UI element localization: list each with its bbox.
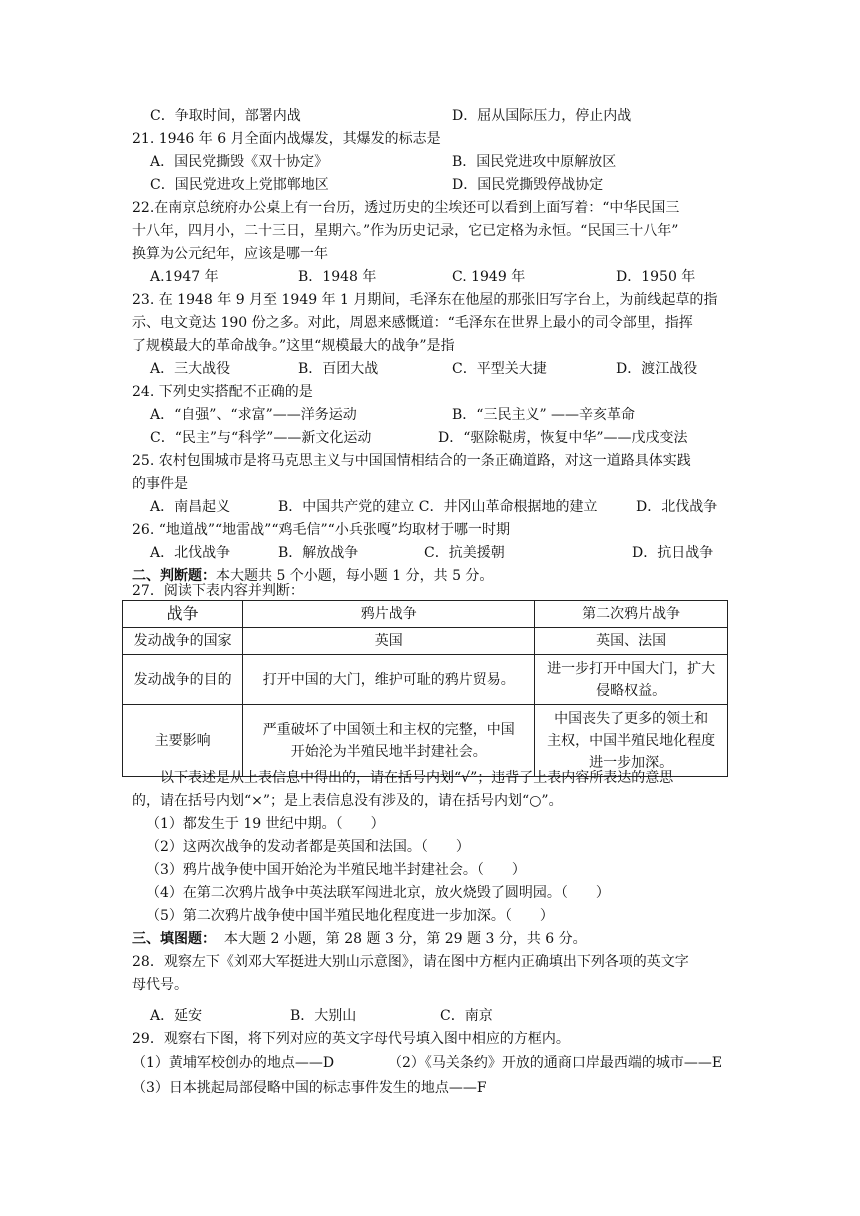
table-cell-line: 进一步加深。 <box>589 754 674 771</box>
q21-option-a: A．国民党撕毁《双十协定》 <box>150 154 329 170</box>
table-cell-line: 进一步打开中国大门，扩大 <box>547 660 716 677</box>
q25-option-d: D．北伐战争 <box>636 499 718 515</box>
q24-stem: 24. 下列史实搭配不正确的是 <box>132 384 313 400</box>
q26-option-b: B．解放战争 <box>278 545 359 561</box>
q28-option-b: B．大别山 <box>290 1008 357 1024</box>
q21-option-c: C．国民党进攻上党邯郸地区 <box>150 177 329 193</box>
table-cell <box>535 705 728 777</box>
q27-intro-line1: 以下表述是从上表信息中得出的，请在括号内划“√”；违背了上表内容所表达的意思 <box>160 770 674 786</box>
q22-option-b: B．1948 年 <box>298 269 377 285</box>
q28-option-a: A．延安 <box>150 1008 203 1024</box>
q21-option-b: B．国民党进攻中原解放区 <box>452 154 617 170</box>
q27-statement-4: （4）在第二次鸦片战争中英法联军闯进北京，放火烧毁了圆明园。（ ） <box>146 885 610 901</box>
q27-statement-5: （5）第二次鸦片战争使中国半殖民地化程度进一步加深。（ ） <box>146 908 554 924</box>
table-cell <box>243 705 535 777</box>
q25-option-a: A．南昌起义 <box>150 499 231 515</box>
war-comparison-table <box>122 600 728 777</box>
q27-stem: 27．阅读下表内容并判断： <box>132 583 304 599</box>
table-cell: 打开中国的大门，维护可耻的鸦片贸易。 <box>243 655 535 705</box>
table-cell-line: 严重破坏了中国领土和主权的完整，中国 <box>262 721 515 738</box>
q27-statement-1: （1）都发生于 19 世纪中期。（ ） <box>146 816 385 832</box>
q23-line3: 了规模最大的革命战争。”这里“规模最大的战争”是指 <box>132 338 455 354</box>
q24-option-d: D．“驱除鞑虏，恢复中华”——戊戌变法 <box>438 430 688 446</box>
q26-option-a: A．北伐战争 <box>150 545 231 561</box>
q22-line3: 换算为公元纪年，应该是哪一年 <box>132 246 328 262</box>
table-header-row <box>123 601 728 628</box>
table-cell: 英国、法国 <box>535 628 728 655</box>
q23-line1: 23. 在 1948 年 9 月至 1949 年 1 月期间，毛泽东在他屋的那张旧写字台上，为前线起草的指 <box>132 292 718 308</box>
q21-stem: 21. 1946 年 6 月全面内战爆发，其爆发的标志是 <box>132 131 441 147</box>
q23-line2: 示、电文竟达 190 份之多。对此，周恩来感慨道：“毛泽东在世界上最小的司令部里，指挥 <box>132 315 693 331</box>
table-row <box>123 705 728 777</box>
q22-line2: 十八年，四月小，二十三日，星期六。”作为历史记录，它已定格为永恒。“民国三十八年” <box>132 223 679 239</box>
table-row <box>123 628 728 655</box>
q24-option-c: C．“民主”与“科学”——新文化运动 <box>150 430 372 446</box>
section3-desc: 本大题 2 小题，第 28 题 3 分，第 29 题 3 分，共 6 分。 <box>224 931 587 947</box>
q23-option-a: A．三大战役 <box>150 361 231 377</box>
table-cell: 主要影响 <box>123 705 243 777</box>
q22-line1: 22.在南京总统府办公桌上有一台历，透过历史的尘埃还可以看到上面写着：“中华民国三 <box>132 200 680 216</box>
table-header-cell: 战争 <box>123 601 243 628</box>
table-row <box>123 655 728 705</box>
q24-option-a: A．“自强”、“求富”——洋务运动 <box>150 407 357 423</box>
q26-option-c: C．抗美援朝 <box>424 545 505 561</box>
q27-intro-line2: 的，请在括号内划“×”；是上表信息没有涉及的，请在括号内划“○”。 <box>132 793 563 809</box>
q25-line1: 25. 农村包围城市是将马克思主义与中国国情相结合的一条正确道路，对这一道路具体实践 <box>132 453 691 469</box>
table-cell: 英国 <box>243 628 535 655</box>
q22-option-a: A.1947 年 <box>150 269 219 285</box>
q24-option-b: B．“三民主义” ——辛亥革命 <box>452 407 636 423</box>
q21-option-d: D．国民党撕毁停战协定 <box>452 177 604 193</box>
q23-option-d: D．渡江战役 <box>616 361 698 377</box>
table-cell <box>535 655 728 705</box>
q29-stem: 29．观察右下图，将下列对应的英文字母代号填入图中相应的方框内。 <box>132 1031 570 1047</box>
section2-title: 二、判断题： <box>132 568 216 584</box>
q29-item-1: （1）黄埔军校创办的地点——D <box>132 1055 335 1071</box>
section3-heading <box>132 929 587 949</box>
q22-option-c: C. 1949 年 <box>452 269 526 285</box>
q20-option-c: C．争取时间，部署内战 <box>150 108 301 124</box>
q28-option-c: C．南京 <box>440 1008 493 1024</box>
q28-line1: 28．观察左下《刘邓大军挺进大别山示意图》，请在图中方框内正确填出下列各项的英文字 <box>132 954 689 970</box>
q22-option-d: D．1950 年 <box>616 269 696 285</box>
table-header-cell: 第二次鸦片战争 <box>535 601 728 628</box>
q29-item-3: （3）日本挑起局部侵略中国的标志事件发生的地点——F <box>132 1080 487 1096</box>
q26-stem: 26. “地道战”“地雷战”“鸡毛信”“小兵张嘎”均取材于哪一时期 <box>132 522 510 538</box>
section2-desc: 本大题共 5 个小题，每小题 1 分，共 5 分。 <box>216 568 494 584</box>
section3-title: 三、填图题： <box>132 931 216 947</box>
table-header-cell: 鸦片战争 <box>243 601 535 628</box>
table-cell: 发动战争的国家 <box>123 628 243 655</box>
q29-item-2: （2）《马关条约》开放的通商口岸最西端的城市——E <box>388 1055 723 1071</box>
q28-line2: 母代号。 <box>132 977 188 993</box>
q25-line2: 的事件是 <box>132 476 188 492</box>
q23-option-c: C．平型关大捷 <box>452 361 547 377</box>
table-cell-line: 侵略权益。 <box>596 682 667 699</box>
q23-option-b: B．百团大战 <box>298 361 379 377</box>
table-cell-line: 主权，中国半殖民地化程度 <box>547 732 716 749</box>
table-cell-line: 中国丧失了更多的领土和 <box>554 710 709 727</box>
q20-option-d: D．屈从国际压力，停止内战 <box>452 108 632 124</box>
table-cell-line: 开始沦为半殖民地半封建社会。 <box>290 743 487 760</box>
q26-option-d: D．抗日战争 <box>632 545 714 561</box>
q27-statement-3: （3）鸦片战争使中国开始沦为半殖民地半封建社会。（ ） <box>146 862 526 878</box>
q27-statement-2: （2）这两次战争的发动者都是英国和法国。（ ） <box>146 839 470 855</box>
table-cell: 发动战争的目的 <box>123 655 243 705</box>
q25-option-bc: B．中国共产党的建立 C．井冈山革命根据地的建立 <box>278 499 598 515</box>
